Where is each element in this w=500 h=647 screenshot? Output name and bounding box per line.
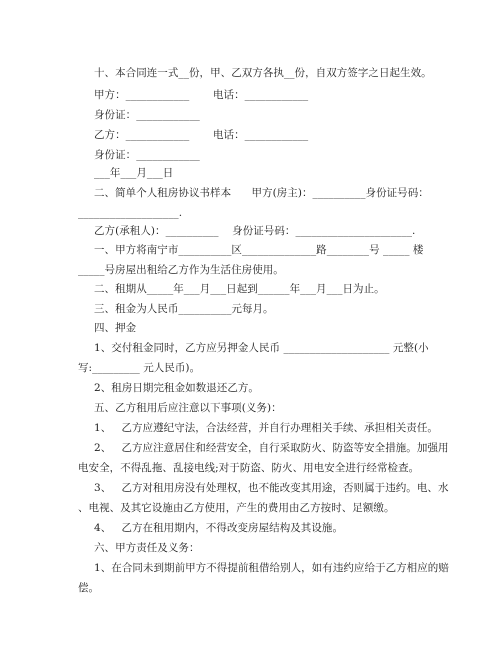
deposit-item-1-line: 1、交付租金同时，乙方应另押金人民币 ____________________ 元整(小 (94, 342, 429, 354)
landlord-duty-1-line: 1、在合同未到期前甲方不得提前租借给别人，如有违约应给于乙方相应的赔 (94, 562, 449, 574)
clause-two-line: 二、租期从_____年___月___日起到______年___月___日为止。 (94, 283, 385, 295)
clause-ten-line: 十、本合同连一式__份，甲、乙双方各执__份，自双方签字之日起生效。 (94, 67, 432, 79)
duty-4-line: 4、 乙方在租用期内，不得改变房屋结构及其设施。 (94, 522, 343, 534)
party-a-phone-line: 甲方：____________ 电话：____________ (94, 89, 309, 101)
landlord-duty-1-cont: 偿。 (78, 582, 100, 594)
party-b-phone-line: 乙方：____________ 电话：____________ (94, 129, 309, 141)
duty-2-line: 2、 乙方应注意居住和经营安全，自行采取防火、防盗等安全措施。加强用 (94, 442, 449, 454)
deposit-item-1-cont: 写:_________ 元人民币)。 (78, 362, 201, 374)
clause-one-line: 一、甲方将南宁市__________区______________路________号 _____ 楼 (94, 244, 424, 256)
section-two-heading: 二、简单个人租房协议书样本 甲方(房主)：__________身份证号码： (94, 187, 429, 199)
duty-1-line: 1、 乙方应遵纪守法，合法经营，并自行办理相关手续、承担相关责任。 (94, 422, 438, 434)
section-six-heading: 六、甲方责任及义务： (94, 542, 200, 554)
deposit-item-2-line: 2、租房日期完租金如数退还乙方。 (94, 382, 259, 394)
clause-one-cont-line: _____号房屋出租给乙方作为生活住房使用。 (78, 264, 284, 276)
date-line: ___年___月___日 (94, 167, 174, 179)
duty-3-line: 3、 乙方对租用房没有处理权，也不能改变其用途，否则属于违约。电、水 (94, 482, 449, 494)
tenant-line: 乙方(承租人)：__________ 身份证号码：______________________. (94, 225, 416, 237)
party-a-id-line: 身份证：____________ (94, 109, 200, 121)
deposit-heading: 四、押金 (94, 322, 137, 334)
party-b-id-line: 身份证：____________ (94, 149, 200, 161)
section-five-heading: 五、乙方租用后应注意以下事项(义务)： (94, 402, 282, 414)
id-number-blank-line: ___________________. (78, 207, 183, 219)
duty-2-cont-line: 电安全，不得乱拖、乱接电线;对于防盗、防火、用电安全进行经常检查。 (78, 462, 420, 474)
duty-3-cont-line: 、电视、及其它设施由乙方使用，产生的费用由乙方按时、足额缴。 (78, 502, 395, 514)
clause-three-line: 三、租金为人民币__________元每月。 (94, 303, 274, 315)
